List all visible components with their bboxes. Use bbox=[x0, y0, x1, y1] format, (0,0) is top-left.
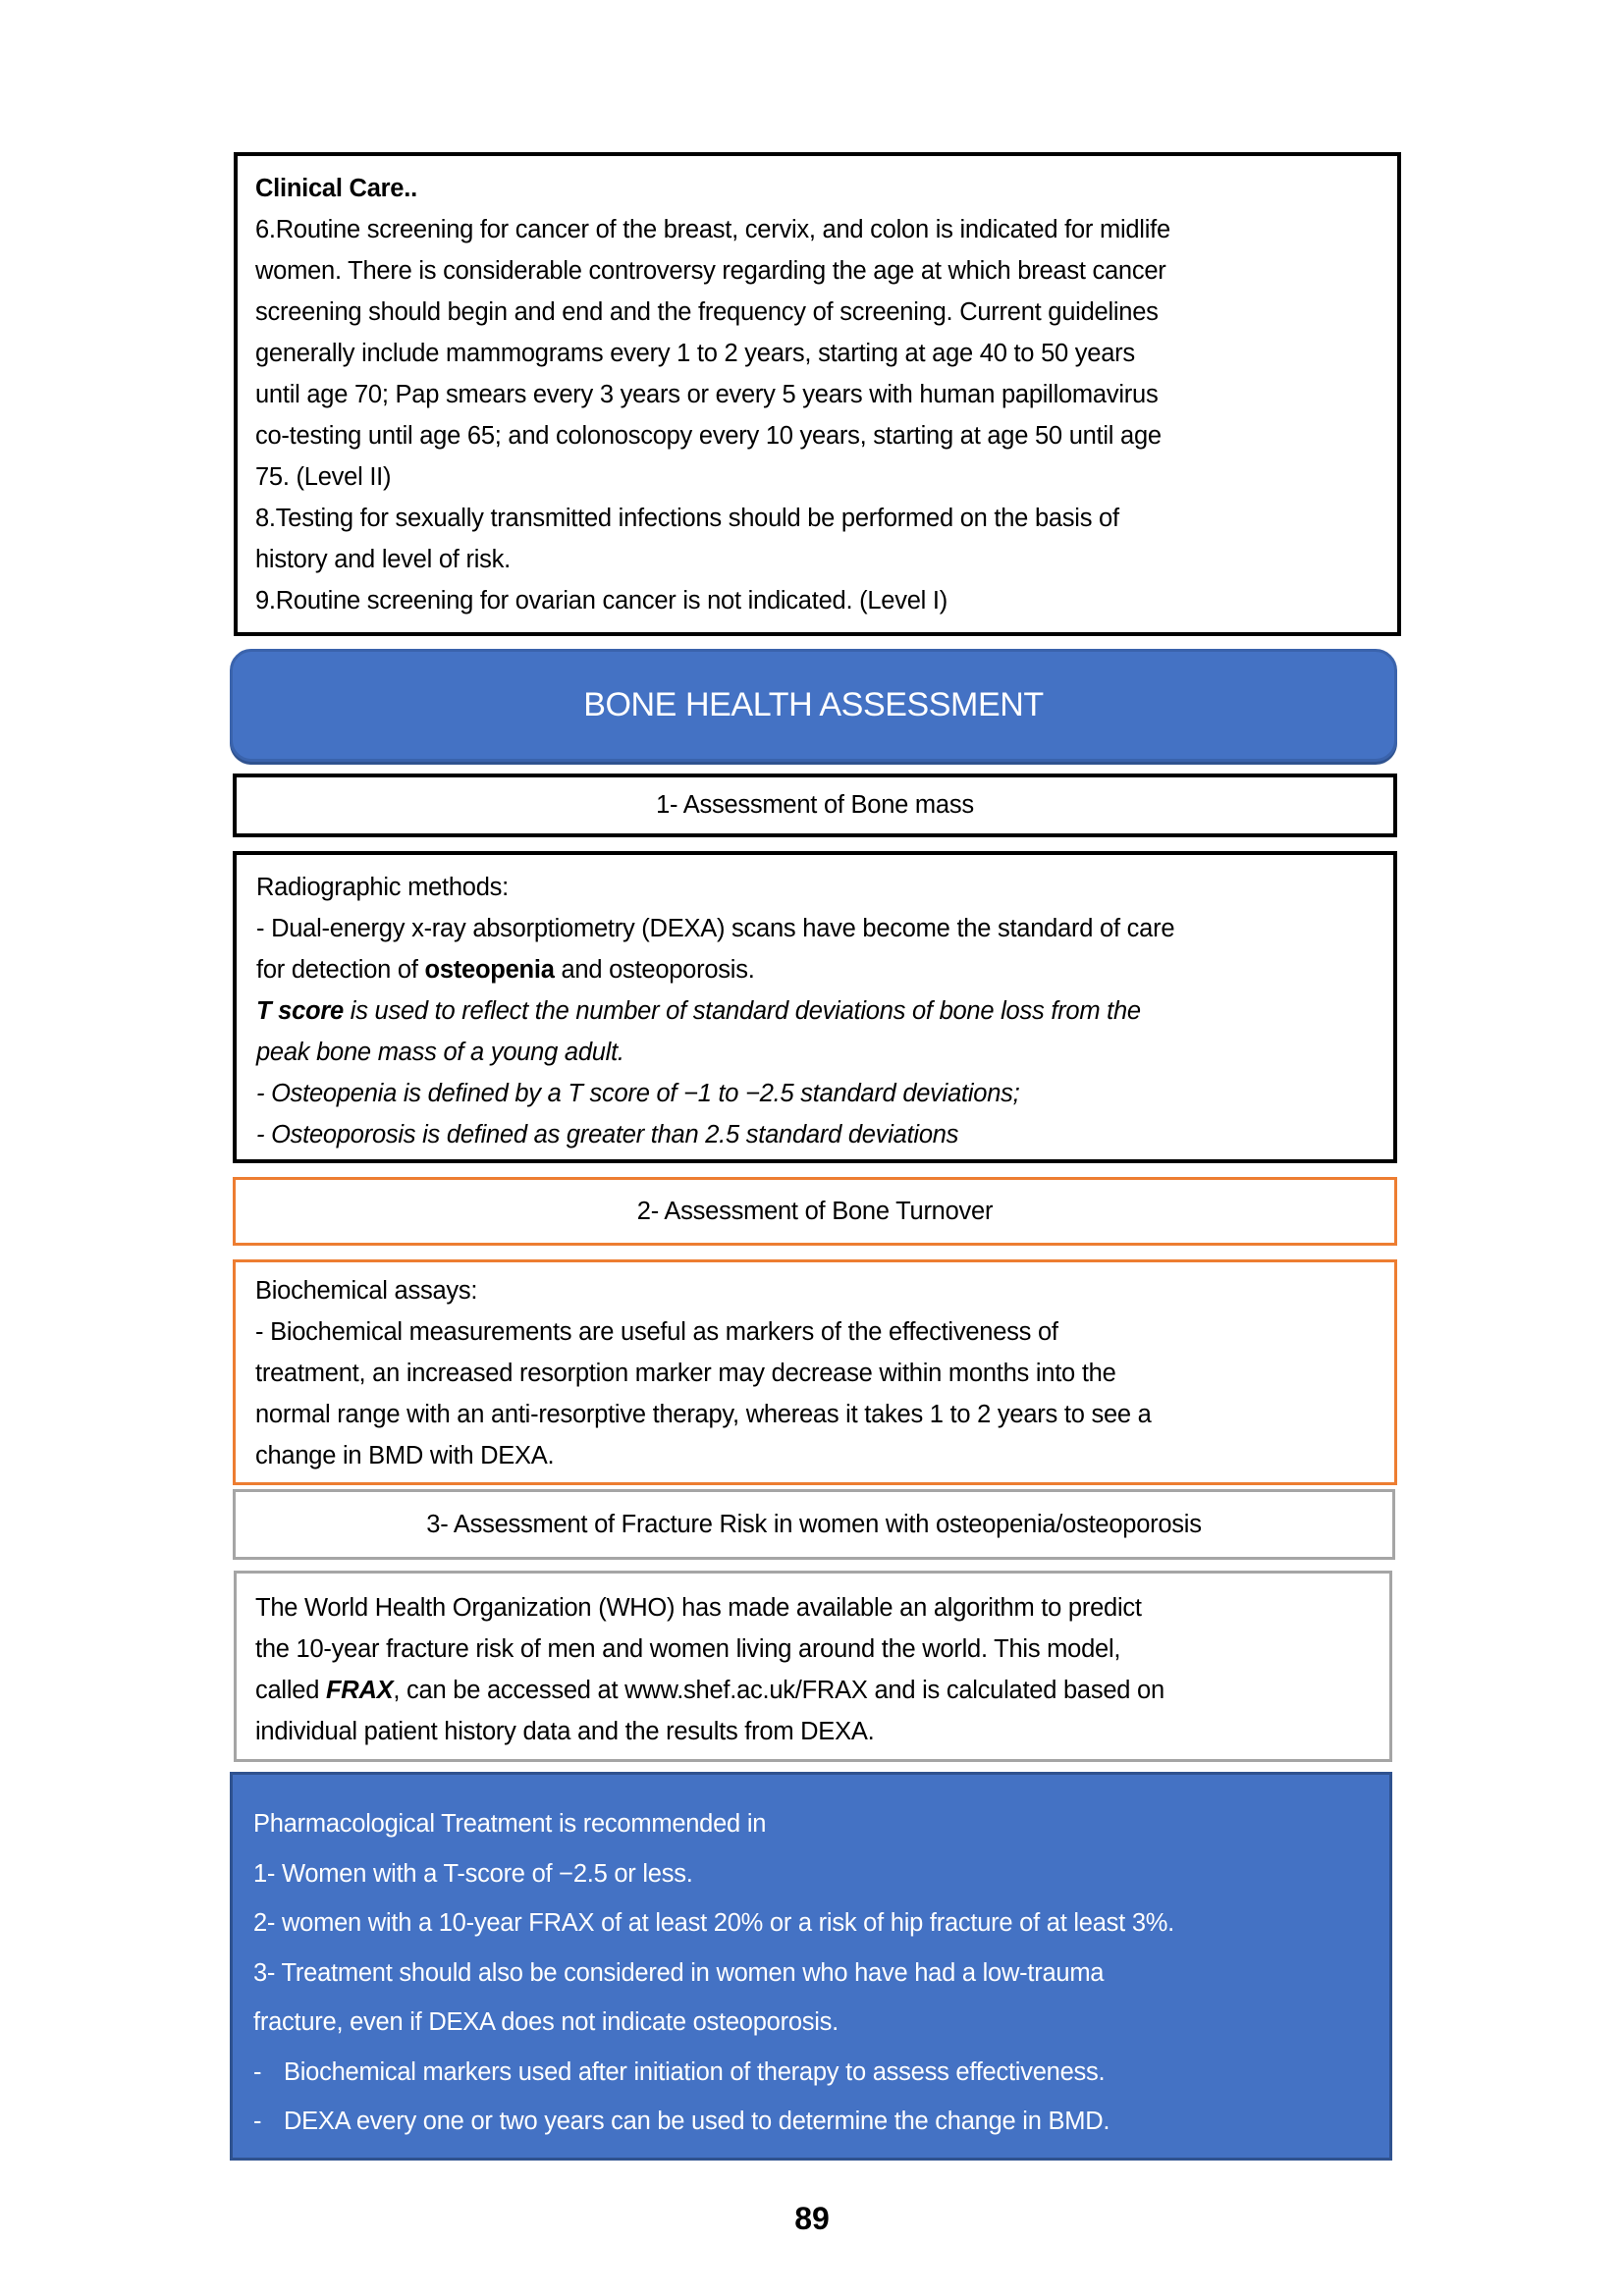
section3-title: 3- Assessment of Fracture Risk in women with osteopenia/osteoporosis bbox=[426, 1510, 1202, 1538]
osteopenia-definition: - Osteopenia is defined by a T score of −1 to −2.5 standard deviations; bbox=[256, 1080, 1020, 1107]
frax-line bbox=[255, 1670, 1389, 1711]
clinical-care-line: 8.Testing for sexually transmitted infections should be performed on the basis of bbox=[255, 505, 1119, 532]
clinical-care-line: history and level of risk. bbox=[255, 546, 511, 573]
osteoporosis-definition: - Osteoporosis is defined as greater than 2.5 standard deviations bbox=[256, 1121, 959, 1148]
tscore-line: peak bone mass of a young adult. bbox=[256, 1039, 624, 1066]
section1-title: 1- Assessment of Bone mass bbox=[656, 791, 974, 819]
clinical-care-line: 75. (Level II) bbox=[255, 463, 392, 491]
bone-health-banner bbox=[230, 649, 1397, 762]
banner-title: BONE HEALTH ASSESSMENT bbox=[583, 686, 1044, 723]
treatment-item: fracture, even if DEXA does not indicate osteoporosis. bbox=[253, 2008, 839, 2036]
text: called bbox=[255, 1677, 326, 1704]
frax-line: individual patient history data and the results from DEXA. bbox=[255, 1718, 875, 1745]
osteopenia-bold: osteopenia bbox=[424, 956, 555, 984]
bullet-dash-icon: - bbox=[253, 2108, 262, 2135]
treatment-box bbox=[230, 1772, 1392, 2161]
treatment-item: 1- Women with a T-score of −2.5 or less. bbox=[253, 1859, 693, 1888]
text: , can be accessed at www.shef.ac.uk/FRAX and is calculated based on bbox=[393, 1677, 1164, 1704]
section3-content-box bbox=[234, 1571, 1392, 1762]
section3-title-box bbox=[233, 1489, 1395, 1560]
dexa-line: - Dual-energy x-ray absorptiometry (DEXA) scans have become the standard of care bbox=[256, 915, 1175, 942]
bullet-text: DEXA every one or two years can be used to determine the change in BMD. bbox=[284, 2108, 1110, 2135]
clinical-care-line: screening should begin and end and the frequency of screening. Current guidelines bbox=[255, 298, 1159, 326]
bullet-text: Biochemical markers used after initiation of therapy to assess effectiveness. bbox=[284, 2057, 1106, 2086]
clinical-care-line: women. There is considerable controversy regarding the age at which breast cancer bbox=[255, 257, 1166, 285]
tscore-bold: T score bbox=[256, 997, 344, 1025]
clinical-care-line: generally include mammograms every 1 to 2 years, starting at age 40 to 50 years bbox=[255, 340, 1135, 367]
frax-bold: FRAX bbox=[325, 1677, 394, 1704]
clinical-care-line: until age 70; Pap smears every 3 years or every 5 years with human papillomavirus bbox=[255, 381, 1159, 408]
page-number: 89 bbox=[794, 2201, 830, 2236]
text: for detection of bbox=[256, 956, 425, 984]
clinical-care-heading: Clinical Care.. bbox=[255, 175, 417, 202]
biochemical-assays-label: Biochemical assays: bbox=[255, 1277, 478, 1305]
section2-title-box bbox=[233, 1177, 1397, 1246]
frax-line: The World Health Organization (WHO) has made available an algorithm to predict bbox=[255, 1594, 1142, 1622]
section2-line: treatment, an increased resorption marker may decrease within months into the bbox=[255, 1360, 1116, 1387]
section2-line: change in BMD with DEXA. bbox=[255, 1442, 555, 1469]
section2-line: - Biochemical measurements are useful as markers of the effectiveness of bbox=[255, 1318, 1058, 1346]
text: is used to reflect the number of standard deviations of bone loss from the bbox=[343, 997, 1141, 1025]
dexa-line bbox=[256, 949, 1393, 990]
clinical-care-line: co-testing until age 65; and colonoscopy every 10 years, starting at age 50 until age bbox=[255, 422, 1162, 450]
treatment-item: 3- Treatment should also be considered in women who have had a low-trauma bbox=[253, 1958, 1105, 1987]
bullet-dash-icon: - bbox=[253, 2057, 262, 2086]
clinical-care-line: 6.Routine screening for cancer of the breast, cervix, and colon is indicated for midlife bbox=[255, 216, 1170, 243]
section2-line: normal range with an anti-resorptive therapy, whereas it takes 1 to 2 years to see a bbox=[255, 1401, 1152, 1428]
clinical-care-box bbox=[234, 152, 1401, 636]
radiographic-methods-label: Radiographic methods: bbox=[256, 874, 509, 901]
treatment-bullet bbox=[253, 2097, 1389, 2147]
text: and osteoporosis. bbox=[554, 956, 755, 984]
treatment-item: 2- women with a 10-year FRAX of at least 20% or a risk of hip fracture of at least 3%. bbox=[253, 1909, 1175, 1937]
section2-title: 2- Assessment of Bone Turnover bbox=[636, 1197, 994, 1225]
treatment-heading: Pharmacological Treatment is recommended in bbox=[253, 1810, 767, 1838]
clinical-care-line: 9.Routine screening for ovarian cancer is not indicated. (Level I) bbox=[255, 587, 947, 614]
treatment-bullet bbox=[253, 2048, 1389, 2098]
section2-content-box bbox=[233, 1259, 1397, 1485]
section1-title-box bbox=[233, 774, 1397, 837]
frax-line: the 10-year fracture risk of men and women living around the world. This model, bbox=[255, 1635, 1121, 1663]
tscore-line bbox=[256, 990, 1393, 1032]
section1-content-box bbox=[233, 851, 1397, 1163]
